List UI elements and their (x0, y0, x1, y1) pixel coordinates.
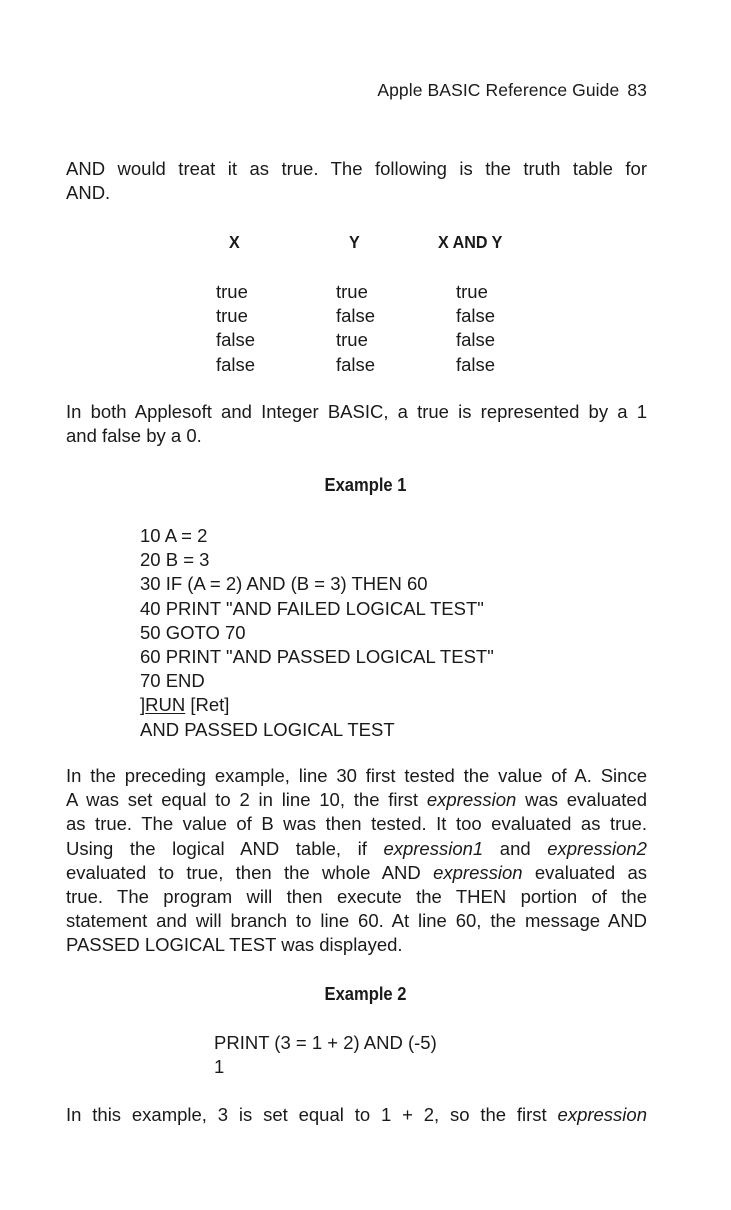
truth-table-header-x-and-y: X AND Y (438, 232, 503, 252)
truth-table-column-x-and-y (456, 280, 495, 377)
table-cell: false (336, 305, 376, 327)
emphasis: expression1 (383, 837, 484, 859)
run-command-line (140, 693, 494, 717)
page-number: 83 (627, 80, 647, 100)
example-1-code (140, 524, 494, 742)
paragraph-line: statement and will branch to line 60. At line 60, the message AND (66, 910, 647, 932)
paragraph-line: In this example, 3 is set equal to 1 + 2, so the first expression (66, 1104, 647, 1125)
code-line: 10 A = 2 (140, 525, 208, 546)
code-line: 60 PRINT "AND PASSED LOGICAL TEST" (140, 645, 494, 667)
paragraph-line: In both Applesoft and Integer BASIC, a true is represented by a 1 (66, 401, 647, 422)
table-cell: false (216, 329, 256, 351)
emphasis: expression2 (547, 837, 647, 859)
table-cell: false (456, 305, 496, 327)
intro-line: AND. (66, 182, 111, 204)
paragraph-line: as true. The value of B was then tested. It too evaluated as true. (66, 813, 647, 835)
table-cell: false (216, 353, 256, 375)
running-head-title: Apple BASIC Reference Guide (377, 80, 620, 100)
table-cell: false (336, 353, 376, 375)
run-command: RUN (145, 694, 186, 716)
intro-line: AND would treat it as true. The following is the truth table for (66, 158, 647, 179)
table-cell: true (216, 305, 248, 327)
emphasis: expression (557, 1104, 647, 1125)
program-output: AND PASSED LOGICAL TEST (140, 718, 395, 740)
paragraph-line: In the preceding example, line 30 first tested the value of A. Since (66, 765, 647, 786)
example-2-title: Example 2 (324, 984, 407, 1004)
emphasis: expression (433, 861, 523, 883)
truth-table-column-y (336, 280, 375, 377)
example-2-code (214, 1031, 437, 1079)
explanation-paragraph (66, 764, 647, 958)
representation-paragraph (66, 400, 647, 448)
example-1-title: Example 1 (324, 475, 407, 495)
paragraph-line: PASSED LOGICAL TEST was displayed. (66, 934, 403, 956)
truth-table-column-x (216, 280, 255, 377)
paragraph-line: A was set equal to 2 in line 10, the first expression was evaluated (66, 789, 647, 811)
code-line: 30 IF (A = 2) AND (B = 3) THEN 60 (140, 573, 428, 595)
table-cell: true (456, 281, 488, 302)
running-head (66, 80, 647, 101)
closing-paragraph (66, 1103, 647, 1127)
table-cell: true (336, 281, 368, 302)
table-cell: false (456, 329, 496, 351)
table-cell: false (456, 353, 496, 375)
return-key: [Ret] (185, 694, 230, 716)
code-line: 50 GOTO 70 (140, 621, 246, 643)
paragraph-line: true. The program will then execute the THEN portion of the (66, 886, 647, 908)
code-line: 1 (214, 1056, 225, 1078)
code-line: 70 END (140, 670, 205, 692)
truth-table-header-y: Y (349, 232, 360, 252)
prompt: ] (140, 694, 146, 716)
code-line: PRINT (3 = 1 + 2) AND (-5) (214, 1032, 437, 1053)
paragraph-line: and false by a 0. (66, 425, 202, 447)
code-line: 20 B = 3 (140, 549, 210, 571)
table-cell: true (216, 281, 248, 302)
code-line: 40 PRINT "AND FAILED LOGICAL TEST" (140, 597, 484, 619)
emphasis: expression (426, 789, 517, 811)
paragraph-line: Using the logical AND table, if expression1 and expression2 (66, 837, 647, 859)
paragraph-line: evaluated to true, then the whole AND expression evaluated as (66, 861, 647, 883)
truth-table-header-x: X (229, 232, 240, 252)
intro-paragraph (66, 157, 647, 205)
table-cell: true (336, 329, 368, 351)
